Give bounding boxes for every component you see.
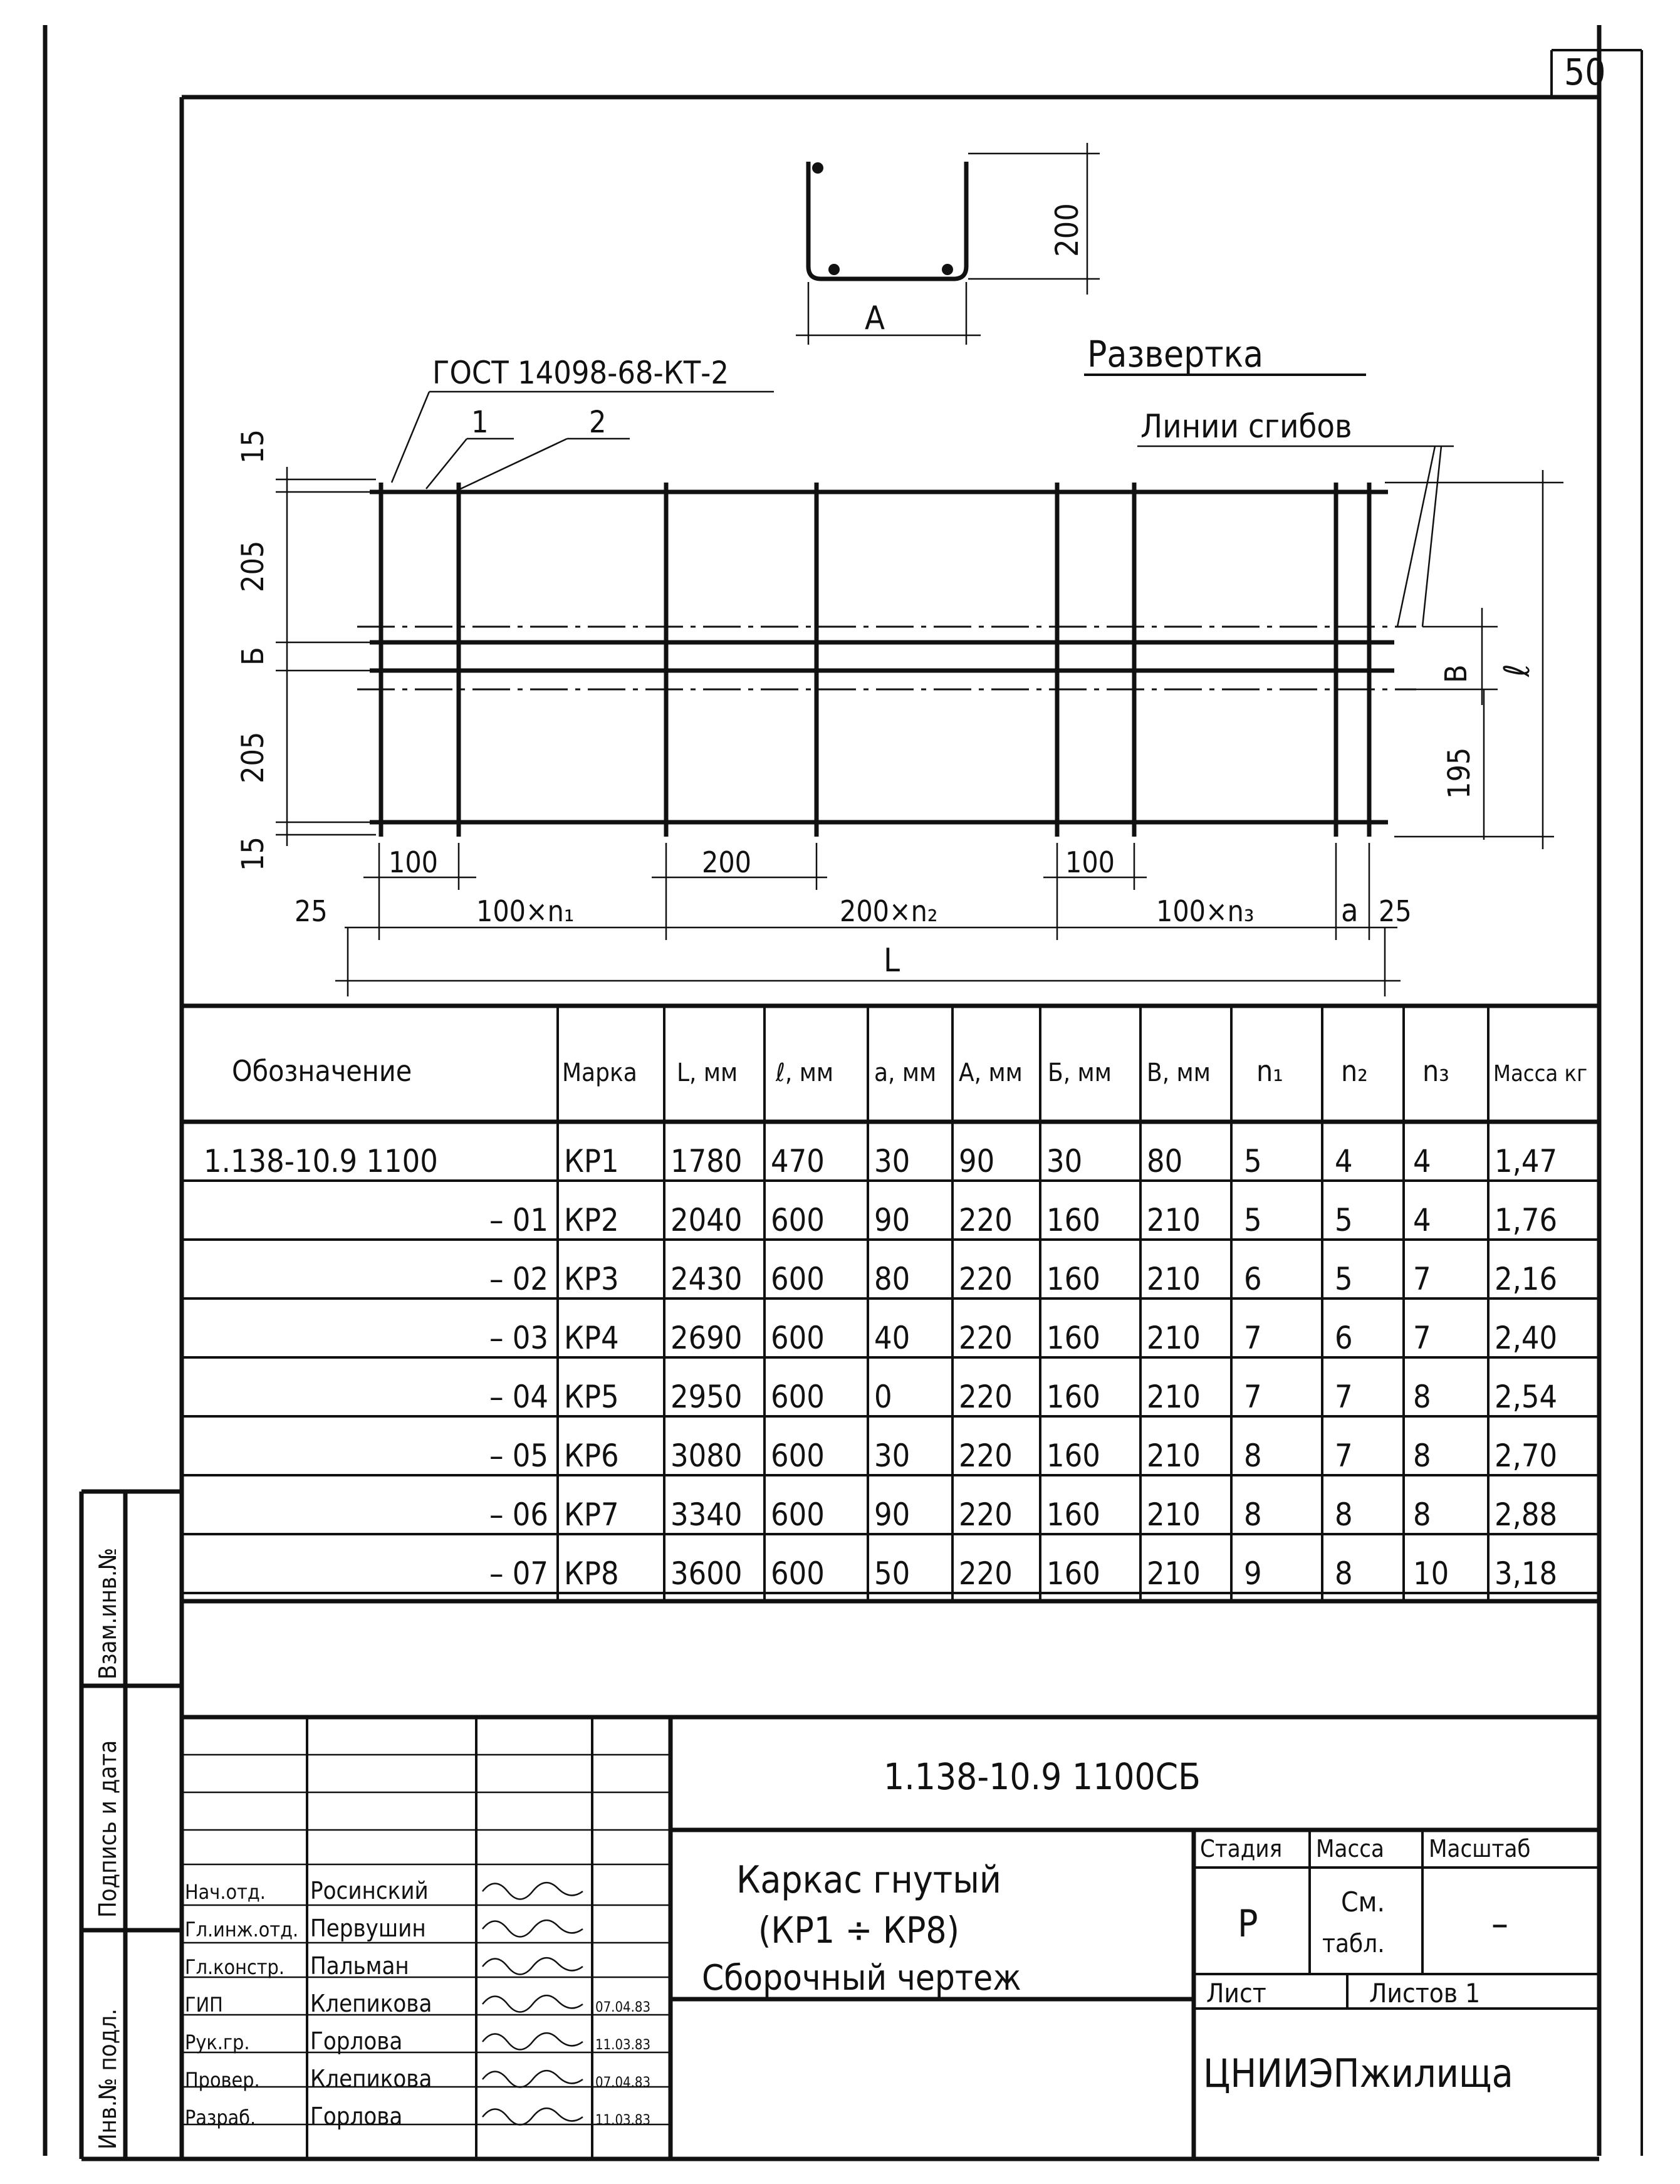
header-A: А, мм xyxy=(959,1058,1023,1087)
table-cell-a: 80 xyxy=(874,1261,910,1297)
signature-name: Пальман xyxy=(310,1952,409,1980)
table-cell-n3: 8 xyxy=(1413,1379,1431,1415)
table-cell-mark: КР5 xyxy=(564,1379,619,1415)
table-cell-B: 160 xyxy=(1046,1261,1100,1297)
signature-role: ГИП xyxy=(185,1993,223,2017)
dim-left-15-top: 15 xyxy=(236,429,271,464)
table-cell-mass: 1,76 xyxy=(1495,1202,1558,1238)
table-cell-l: 470 xyxy=(771,1143,825,1179)
dim-right-v: В xyxy=(1439,664,1474,683)
stadiya-value: Р xyxy=(1238,1902,1258,1946)
table-cell-l: 600 xyxy=(771,1438,825,1474)
table-cell-mark: КР7 xyxy=(564,1497,619,1533)
table-cell-mass: 1,47 xyxy=(1495,1143,1558,1179)
table-cell-n2: 7 xyxy=(1335,1438,1353,1474)
organization: ЦНИИЭПжилища xyxy=(1203,2051,1513,2096)
table-cell-a: 90 xyxy=(874,1202,910,1238)
signature-role: Рук.гр. xyxy=(185,2030,250,2054)
cross-bars xyxy=(381,483,1369,837)
signature-role: Нач.отд. xyxy=(185,1880,266,1904)
table-cell-A: 220 xyxy=(959,1320,1013,1356)
stadiya-label: Стадия xyxy=(1200,1835,1283,1863)
table-cell-n3: 7 xyxy=(1413,1320,1431,1356)
list-label: Лист xyxy=(1206,1978,1266,2009)
dim-right-195: 195 xyxy=(1442,747,1477,799)
table-cell-L: 2950 xyxy=(670,1379,743,1415)
table-cell-n3: 8 xyxy=(1413,1497,1431,1533)
listov-label: Листов 1 xyxy=(1369,1978,1481,2009)
table-cell-V: 210 xyxy=(1147,1555,1201,1592)
document-code: 1.138-10.9 1100СБ xyxy=(884,1755,1201,1798)
table-cell-designation: – 03 xyxy=(489,1320,548,1356)
table-cell-l: 600 xyxy=(771,1497,825,1533)
table-cell-mass: 2,54 xyxy=(1495,1379,1558,1415)
table-cell-V: 210 xyxy=(1147,1261,1201,1297)
table-cell-n3: 4 xyxy=(1413,1202,1431,1238)
header-oboznachenie: Обозначение xyxy=(232,1054,412,1088)
table-cell-A: 220 xyxy=(959,1379,1013,1415)
signature-role: Провер. xyxy=(185,2068,260,2092)
table-cell-V: 210 xyxy=(1147,1379,1201,1415)
signatures-table xyxy=(185,1877,650,2130)
header-n1: n₁ xyxy=(1256,1054,1283,1088)
masshtab-label: Масштаб xyxy=(1429,1835,1531,1863)
table-cell-l: 600 xyxy=(771,1261,825,1297)
signature-date: 11.03.83 xyxy=(595,2113,651,2128)
dim-left-15-bottom: 15 xyxy=(236,837,271,871)
table-cell-V: 210 xyxy=(1147,1438,1201,1474)
table-cell-L: 2690 xyxy=(670,1320,743,1356)
dim-right-l: ℓ xyxy=(1497,664,1538,677)
table-cell-B: 160 xyxy=(1046,1497,1100,1533)
table-cell-a: 90 xyxy=(874,1497,910,1533)
table-cell-mark: КР8 xyxy=(564,1555,619,1592)
section-height-dim: 200 xyxy=(1049,203,1085,257)
table-cell-mass: 3,18 xyxy=(1495,1555,1558,1592)
side-label-vzam: Взам.инв.№ xyxy=(94,1547,122,1680)
table-cell-A: 220 xyxy=(959,1202,1013,1238)
signature-role: Гл.констр. xyxy=(185,1955,284,1979)
table-cell-A: 220 xyxy=(959,1497,1013,1533)
table-cell-B: 160 xyxy=(1046,1202,1100,1238)
table-cell-B: 160 xyxy=(1046,1379,1100,1415)
signature-name: Горлова xyxy=(310,2103,403,2130)
table-cell-a: 30 xyxy=(874,1143,910,1179)
side-label-inv: Инв.№ подл. xyxy=(94,2009,122,2150)
dim-a: a xyxy=(1341,892,1359,929)
handwritten-signature xyxy=(483,2033,583,2049)
header-n3: n₃ xyxy=(1422,1054,1449,1088)
table-cell-n1: 7 xyxy=(1244,1379,1262,1415)
sheet-number: 50 xyxy=(1564,51,1606,93)
table-cell-L: 1780 xyxy=(670,1143,743,1179)
handwritten-signature xyxy=(483,2071,583,2087)
table-cell-B: 30 xyxy=(1046,1143,1083,1179)
table-cell-n2: 4 xyxy=(1335,1143,1353,1179)
table-cell-mark: КР6 xyxy=(564,1438,619,1474)
dim-left-205-top: 205 xyxy=(236,540,271,592)
signature-date: 07.04.83 xyxy=(595,2000,651,2015)
dim-100-second: 100 xyxy=(1065,845,1115,879)
table-cell-n3: 4 xyxy=(1413,1143,1431,1179)
table-cell-l: 600 xyxy=(771,1555,825,1592)
table-cell-n3: 10 xyxy=(1413,1555,1449,1592)
table-cell-a: 50 xyxy=(874,1555,910,1592)
title-line-3: Сборочный чертеж xyxy=(702,1958,1021,1999)
dim-25-right: 25 xyxy=(1379,894,1412,928)
table-cell-n2: 8 xyxy=(1335,1497,1353,1533)
table-cell-l: 600 xyxy=(771,1202,825,1238)
signature-name: Клепикова xyxy=(310,1990,432,2017)
handwritten-signature xyxy=(483,1920,583,1936)
table-cell-designation: – 01 xyxy=(489,1202,548,1238)
side-label-podpis: Подпись и дата xyxy=(94,1740,122,1918)
table-header xyxy=(232,1054,1587,1088)
table-cell-A: 220 xyxy=(959,1261,1013,1297)
dim-200-n2: 200×n₂ xyxy=(840,894,938,928)
signature-role: Разраб. xyxy=(185,2106,256,2129)
table-cell-designation: 1.138-10.9 1100 xyxy=(204,1143,438,1179)
table-cell-designation: – 02 xyxy=(489,1261,548,1297)
sheet-frame xyxy=(45,25,1642,2159)
table-cell-n2: 7 xyxy=(1335,1379,1353,1415)
table-cell-mass: 2,40 xyxy=(1495,1320,1558,1356)
table-cell-a: 30 xyxy=(874,1438,910,1474)
table-cell-B: 160 xyxy=(1046,1555,1100,1592)
table-cell-designation: – 07 xyxy=(489,1555,548,1592)
table-cell-n1: 5 xyxy=(1244,1143,1262,1179)
massa-value-1: См. xyxy=(1341,1886,1385,1918)
table-cell-designation: – 06 xyxy=(489,1497,548,1533)
table-cell-n3: 7 xyxy=(1413,1261,1431,1297)
header-B: Б, мм xyxy=(1048,1058,1112,1087)
header-n2: n₂ xyxy=(1341,1054,1368,1088)
table-cell-L: 3340 xyxy=(670,1497,743,1533)
dim-left-b: Б xyxy=(236,647,271,666)
table-cell-n1: 5 xyxy=(1244,1202,1262,1238)
title-line-1: Каркас гнутый xyxy=(736,1858,1001,1902)
dim-L: L xyxy=(884,942,900,980)
table-cell-mass: 2,16 xyxy=(1495,1261,1558,1297)
signature-name: Первушин xyxy=(310,1915,426,1942)
header-l: ℓ, мм xyxy=(776,1058,834,1087)
table-cell-V: 210 xyxy=(1147,1497,1201,1533)
header-L: L, мм xyxy=(677,1058,738,1087)
table-cell-B: 160 xyxy=(1046,1320,1100,1356)
table-cell-A: 220 xyxy=(959,1555,1013,1592)
signature-name: Росинский xyxy=(310,1877,429,1904)
massa-value-2: табл. xyxy=(1322,1930,1385,1958)
signature-role: Гл.инж.отд. xyxy=(185,1918,299,1941)
handwritten-signature xyxy=(483,1883,583,1899)
table-cell-B: 160 xyxy=(1046,1438,1100,1474)
title-line-2: (КР1 ÷ КР8) xyxy=(758,1909,959,1951)
signature-date: 11.03.83 xyxy=(595,2037,651,2053)
gost-label: ГОСТ 14098-68-КТ-2 xyxy=(432,355,729,391)
table-cell-n2: 5 xyxy=(1335,1261,1353,1297)
table-cell-L: 2040 xyxy=(670,1202,743,1238)
signature-name: Горлова xyxy=(310,2027,403,2055)
table-cell-designation: – 04 xyxy=(489,1379,548,1415)
position-1: 1 xyxy=(471,405,489,440)
table-cell-n3: 8 xyxy=(1413,1438,1431,1474)
table-cell-V: 210 xyxy=(1147,1202,1201,1238)
table-cell-mass: 2,88 xyxy=(1495,1497,1558,1533)
massa-label: Масса xyxy=(1316,1835,1384,1863)
section-width-label: А xyxy=(865,300,885,337)
signature-date: 07.04.83 xyxy=(595,2075,651,2091)
handwritten-signature xyxy=(483,2108,583,2124)
dim-100-n1: 100×n₁ xyxy=(476,894,575,928)
table-cell-n2: 8 xyxy=(1335,1555,1353,1592)
table-cell-n1: 6 xyxy=(1244,1261,1262,1297)
table-cell-A: 90 xyxy=(959,1143,995,1179)
table-cell-n2: 6 xyxy=(1335,1320,1353,1356)
table-cell-a: 40 xyxy=(874,1320,910,1356)
header-a: a, мм xyxy=(874,1058,937,1087)
table-cell-L: 3600 xyxy=(670,1555,743,1592)
razvertka-title: Развертка xyxy=(1087,333,1264,375)
table-cell-n1: 8 xyxy=(1244,1497,1262,1533)
header-V: В, мм xyxy=(1147,1058,1211,1087)
table-cell-L: 3080 xyxy=(670,1438,743,1474)
position-2: 2 xyxy=(589,405,607,440)
table-cell-mark: КР3 xyxy=(564,1261,619,1297)
table-cell-L: 2430 xyxy=(670,1261,743,1297)
table-cell-l: 600 xyxy=(771,1320,825,1356)
bend-lines-label: Линии сгибов xyxy=(1140,408,1352,446)
table-cell-n1: 9 xyxy=(1244,1555,1262,1592)
dim-25-left: 25 xyxy=(295,894,328,928)
table-cell-mark: КР1 xyxy=(564,1143,619,1179)
dim-100-first: 100 xyxy=(389,845,438,879)
table-cell-n1: 8 xyxy=(1244,1438,1262,1474)
table-cell-mass: 2,70 xyxy=(1495,1438,1558,1474)
signature-name: Клепикова xyxy=(310,2065,432,2093)
header-marka: Марка xyxy=(562,1058,637,1087)
table-cell-l: 600 xyxy=(771,1379,825,1415)
table-cell-a: 0 xyxy=(874,1379,892,1415)
handwritten-signature xyxy=(483,1995,583,2012)
table-cell-designation: – 05 xyxy=(489,1438,548,1474)
table-cell-n1: 7 xyxy=(1244,1320,1262,1356)
dim-left-205-bottom: 205 xyxy=(236,731,271,783)
table-cell-mark: КР4 xyxy=(564,1320,619,1356)
table-body xyxy=(204,1143,1557,1592)
table-cell-A: 220 xyxy=(959,1438,1013,1474)
header-massa: Масса кг xyxy=(1493,1061,1588,1087)
dim-100-n3: 100×n₃ xyxy=(1156,894,1255,928)
table-cell-V: 210 xyxy=(1147,1320,1201,1356)
table-cell-V: 80 xyxy=(1147,1143,1183,1179)
handwritten-signature xyxy=(483,1958,583,1974)
dim-200-first: 200 xyxy=(702,845,751,879)
table-cell-mark: КР2 xyxy=(564,1202,619,1238)
table-cell-n2: 5 xyxy=(1335,1202,1353,1238)
masshtab-value: – xyxy=(1491,1902,1508,1946)
